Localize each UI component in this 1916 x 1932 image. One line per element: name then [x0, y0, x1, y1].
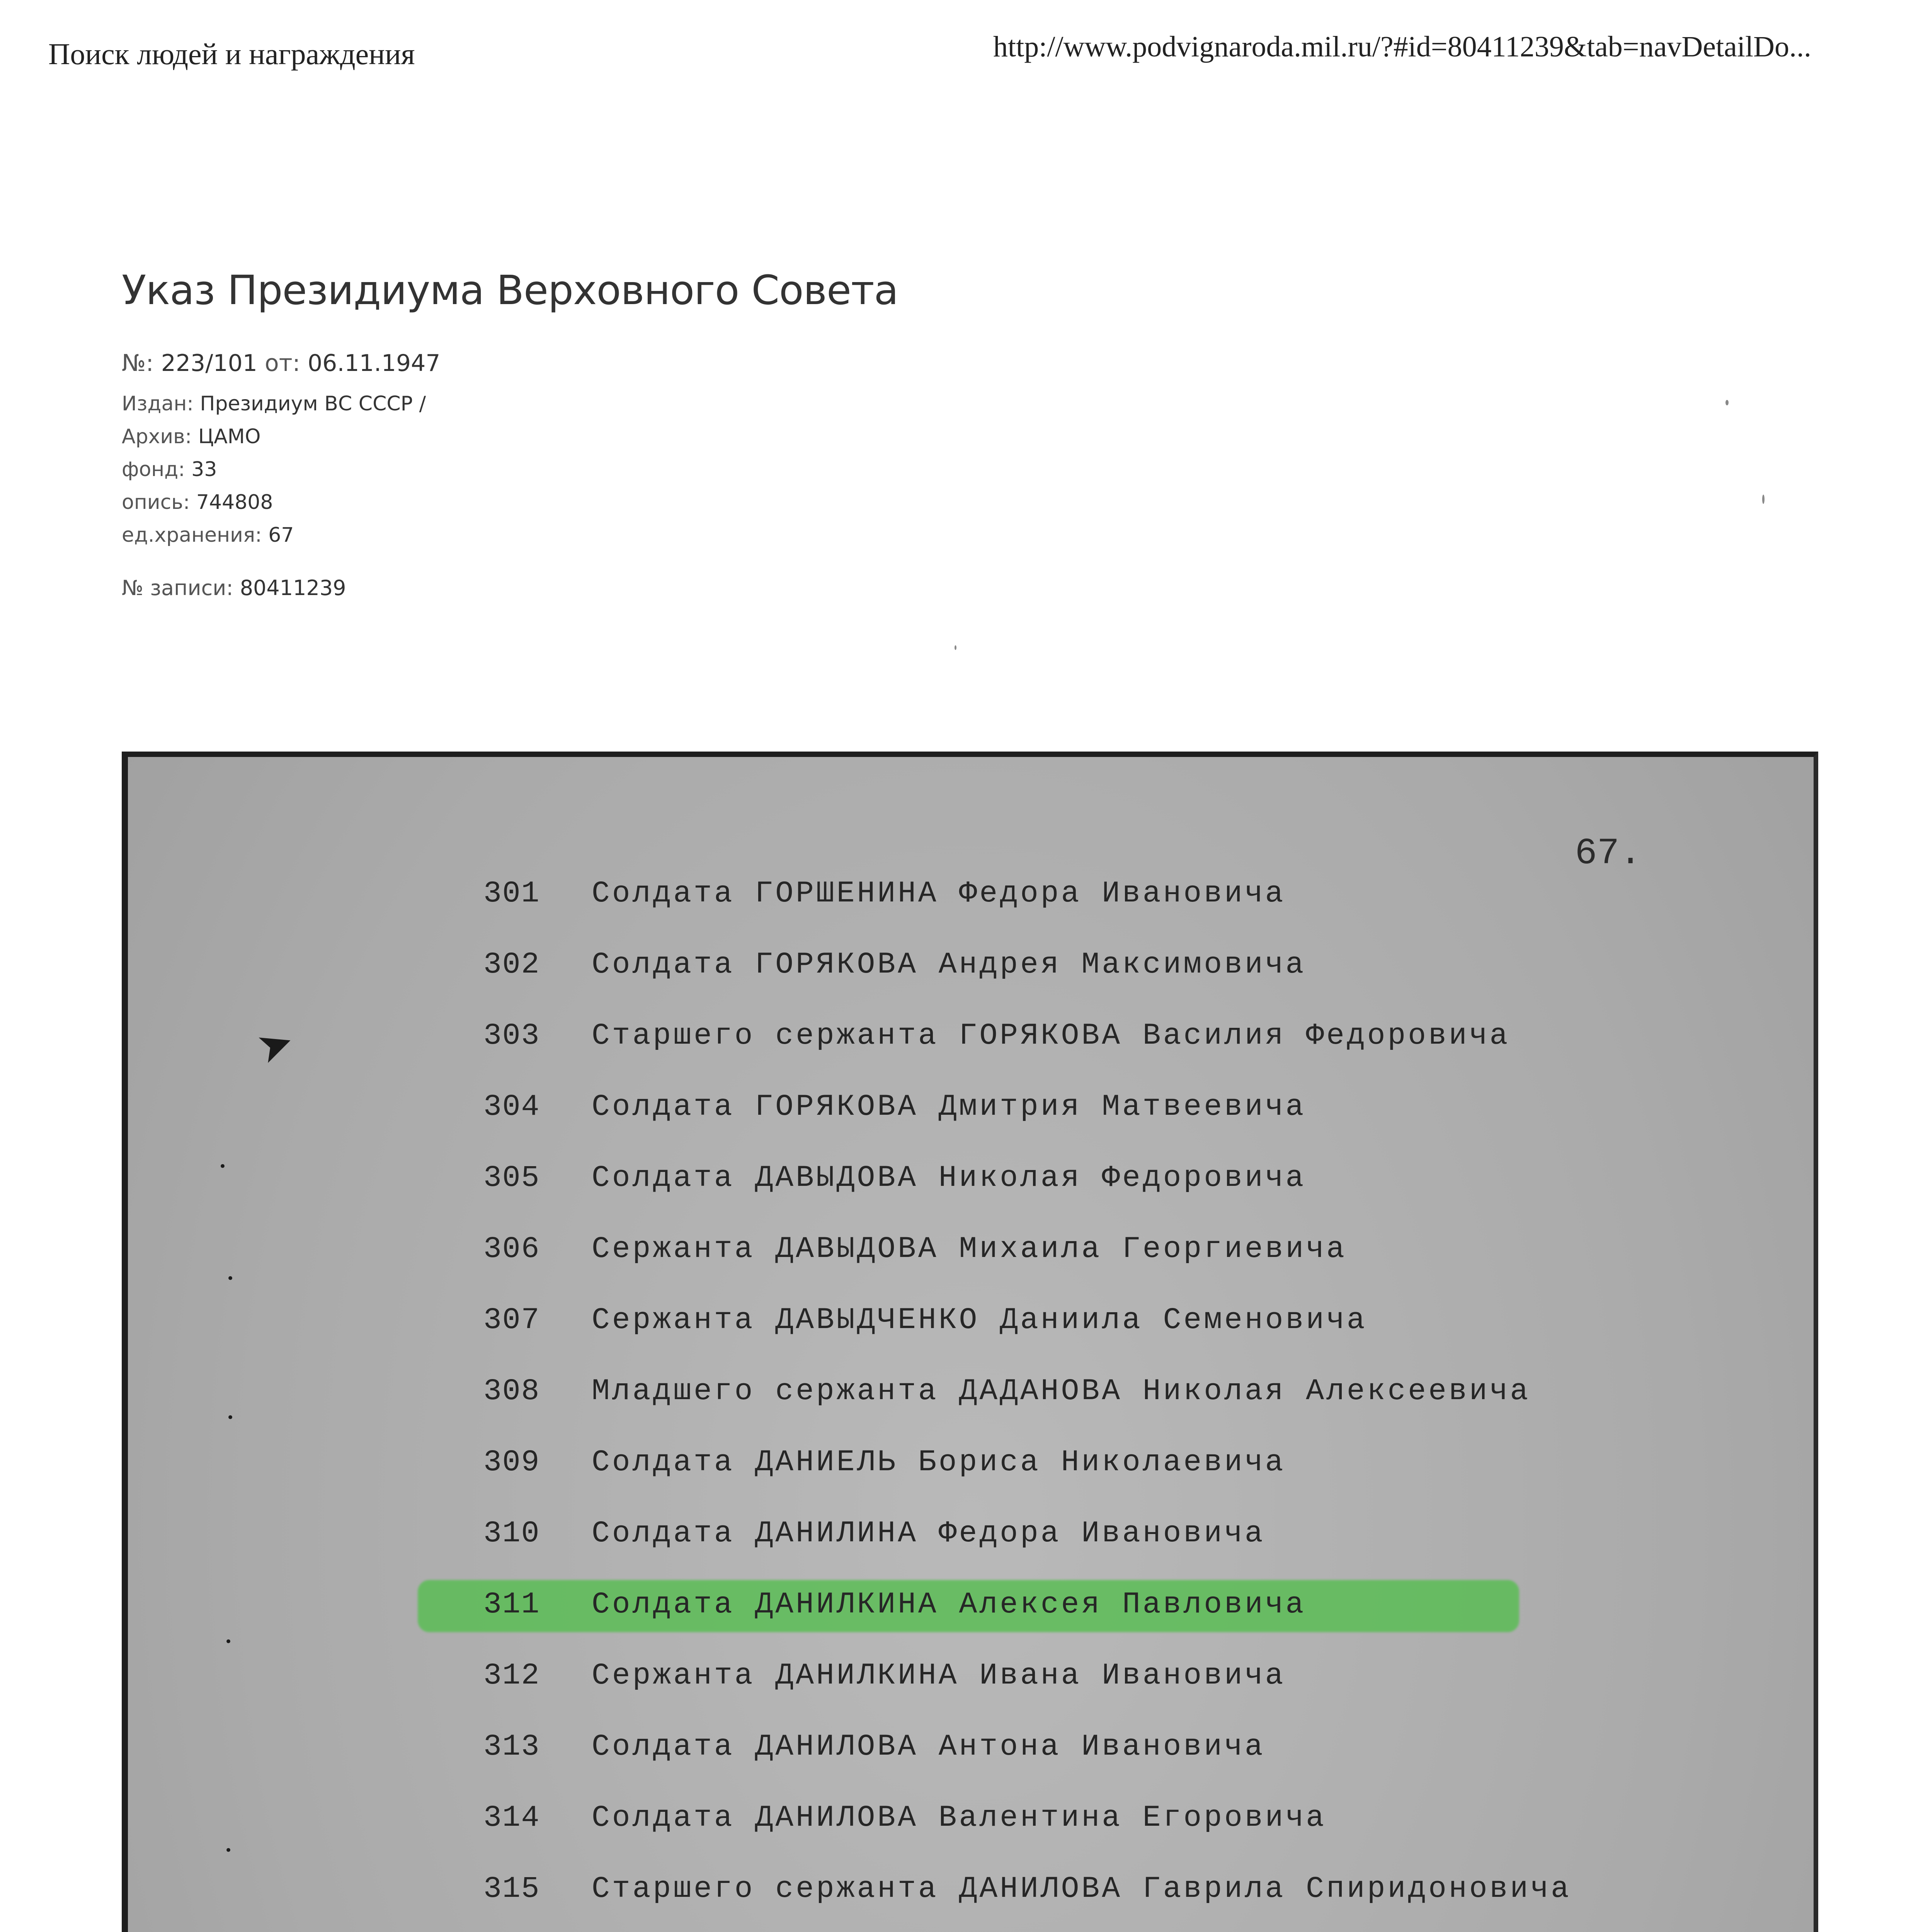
fond-label: фонд:	[122, 458, 185, 481]
entry-text: Солдата ГОРШЕНИНА Федора Ивановича	[592, 877, 1286, 911]
number-label: №:	[122, 350, 154, 377]
list-item	[128, 1153, 1814, 1211]
entry-text: Старшего сержанта ГОРЯКОВА Василия Федоровича	[592, 1019, 1510, 1053]
entry-text: Солдата ДАНИЛОВА Антона Ивановича	[592, 1730, 1265, 1764]
sheet-number: 67.	[1575, 832, 1642, 874]
list-item	[128, 869, 1814, 927]
number-value: 223/101	[161, 350, 257, 377]
entry-text: Солдата ДАНИЛИНА Федора Ивановича	[592, 1517, 1265, 1551]
entry-number: 313	[483, 1730, 540, 1764]
entry-text: Старшего сержанта ДАНИЛОВА Гаврила Спиридоновича	[592, 1872, 1571, 1906]
unit-label: ед.хранения:	[122, 524, 262, 547]
entry-text: Сержанта ДАНИЛКИНА Ивана Ивановича	[592, 1659, 1286, 1693]
entry-text: Солдата ГОРЯКОВА Дмитрия Матвеевича	[592, 1090, 1306, 1124]
entry-number: 303	[483, 1019, 540, 1053]
entry-number: 309	[483, 1446, 540, 1480]
list-item	[128, 1082, 1814, 1140]
entry-number: 315	[483, 1872, 540, 1906]
header-site-title: Поиск людей и награждения	[48, 37, 415, 71]
entry-number: 312	[483, 1659, 540, 1693]
entry-number: 304	[483, 1090, 540, 1124]
scan-speck	[1725, 400, 1729, 405]
entry-text: Сержанта ДАВЫДОВА Михаила Георгиевича	[592, 1232, 1347, 1266]
list-item	[128, 1509, 1814, 1567]
opis-label: опись:	[122, 491, 190, 514]
archive-value: ЦАМО	[198, 425, 261, 448]
entry-number: 310	[483, 1517, 540, 1551]
list-item	[128, 1651, 1814, 1709]
record-value: 80411239	[240, 576, 346, 600]
dot-mark-icon: •	[225, 1634, 233, 1650]
entry-number: 307	[483, 1303, 540, 1337]
fond-value: 33	[191, 458, 217, 481]
list-item	[128, 1864, 1814, 1922]
dot-mark-icon: •	[225, 1843, 233, 1858]
document-fond	[122, 458, 217, 481]
entry-number: 306	[483, 1232, 540, 1266]
list-item	[128, 1722, 1814, 1780]
entry-number: 311	[483, 1588, 540, 1622]
list-item	[128, 1225, 1814, 1282]
list-item	[128, 940, 1814, 998]
scan-speck	[955, 645, 956, 650]
document-number	[122, 350, 441, 377]
entry-text: Солдата ДАНИЛОВА Валентина Егоровича	[592, 1801, 1327, 1835]
entry-number: 305	[483, 1161, 540, 1195]
document-record-id	[122, 576, 346, 600]
list-item	[128, 1367, 1814, 1425]
dot-mark-icon: •	[219, 1159, 227, 1174]
unit-value: 67	[268, 524, 294, 547]
date-value: 06.11.1947	[308, 350, 441, 377]
dot-mark-icon: •	[226, 1271, 235, 1286]
opis-value: 744808	[196, 491, 273, 514]
list-item	[128, 1011, 1814, 1069]
entry-text: Младшего сержанта ДАДАНОВА Николая Алексеевича	[592, 1374, 1531, 1408]
entry-number: 308	[483, 1374, 540, 1408]
arrow-mark-icon: ➤	[250, 1015, 301, 1074]
list-item-highlighted	[128, 1580, 1814, 1638]
list-item	[128, 1438, 1814, 1496]
scan-speck	[1762, 495, 1765, 504]
document-opis	[122, 491, 273, 514]
document-title: Указ Президиума Верховного Совета	[122, 267, 898, 314]
entry-text: Солдата ДАНИЕЛЬ Бориса Николаевича	[592, 1446, 1286, 1480]
issued-label: Издан:	[122, 392, 194, 415]
document-storage-unit	[122, 524, 294, 547]
entry-text: Солдата ДАНИЛКИНА Алексея Павловича	[592, 1588, 1306, 1622]
issued-value: Президиум ВС СССР /	[200, 392, 426, 415]
entry-text: Солдата ГОРЯКОВА Андрея Максимовича	[592, 948, 1306, 982]
entry-number: 302	[483, 948, 540, 982]
list-item	[128, 1296, 1814, 1354]
document-archive	[122, 425, 261, 448]
archive-label: Архив:	[122, 425, 192, 448]
entry-text: Сержанта ДАВЫДЧЕНКО Даниила Семеновича	[592, 1303, 1367, 1337]
entry-number: 314	[483, 1801, 540, 1835]
date-label: от:	[265, 350, 300, 377]
dot-mark-icon: •	[226, 1410, 235, 1425]
list-item	[128, 1793, 1814, 1851]
entry-number: 301	[483, 877, 540, 911]
entry-text: Солдата ДАВЫДОВА Николая Федоровича	[592, 1161, 1306, 1195]
document-issued	[122, 392, 426, 415]
record-label: № записи:	[122, 576, 233, 600]
header-url: http://www.podvignaroda.mil.ru/?#id=80411239&tab=navDetailDo...	[993, 31, 1811, 63]
archival-scan-image	[122, 752, 1818, 1932]
